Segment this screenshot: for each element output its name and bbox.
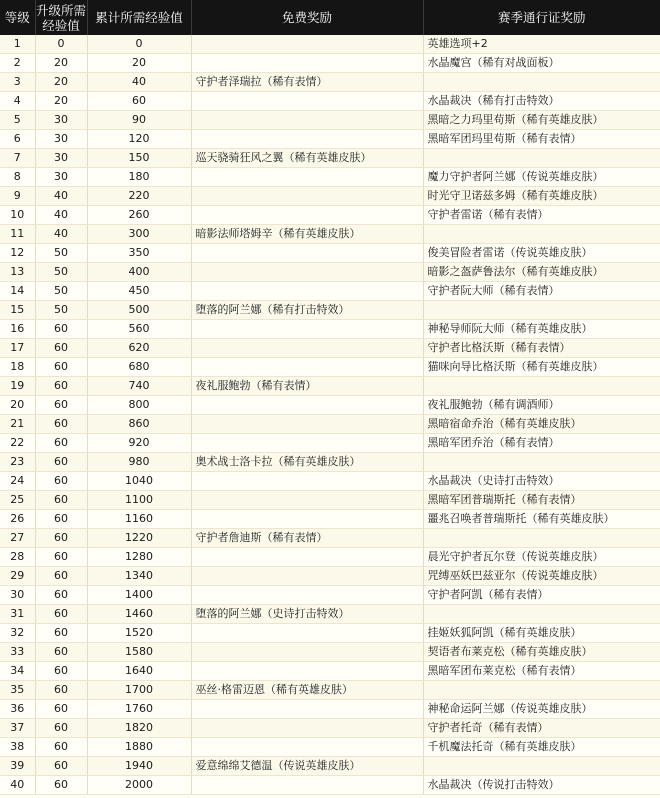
level-cell: 10: [0, 206, 35, 225]
table-row: [0, 700, 660, 719]
pass-reward-cell: 契语者布莱克松（稀有英雄皮肤）: [423, 643, 660, 662]
upgrade-xp-cell: 60: [35, 605, 87, 624]
free-reward-cell: [191, 92, 423, 111]
total-xp-cell: 1820: [87, 719, 191, 738]
level-cell: 31: [0, 605, 35, 624]
level-cell: 37: [0, 719, 35, 738]
total-xp-cell: 1460: [87, 605, 191, 624]
upgrade-xp-cell: 40: [35, 206, 87, 225]
level-cell: 40: [0, 776, 35, 795]
pass-reward-cell: [423, 757, 660, 776]
table-row: [0, 719, 660, 738]
total-xp-cell: 180: [87, 168, 191, 187]
table-row: [0, 320, 660, 339]
table-row: [0, 35, 660, 54]
free-reward-cell: [191, 130, 423, 149]
free-reward-cell: [191, 738, 423, 757]
level-cell: 21: [0, 415, 35, 434]
total-xp-cell: 500: [87, 301, 191, 320]
pass-reward-cell: 黑暗之力玛里苟斯（稀有英雄皮肤）: [423, 111, 660, 130]
free-reward-cell: [191, 339, 423, 358]
pass-reward-cell: [423, 681, 660, 700]
pass-reward-cell: 咒缚巫妖巴兹亚尔（传说英雄皮肤）: [423, 567, 660, 586]
upgrade-xp-cell: 0: [35, 35, 87, 54]
pass-reward-cell: 英雄选项+2: [423, 35, 660, 54]
free-reward-cell: [191, 662, 423, 681]
table-row: [0, 662, 660, 681]
total-xp-cell: 450: [87, 282, 191, 301]
free-reward-cell: 巡天骁骑狂风之翼（稀有英雄皮肤）: [191, 149, 423, 168]
pass-reward-cell: 魔力守护者阿兰娜（传说英雄皮肤）: [423, 168, 660, 187]
pass-reward-cell: 黑暗军团普瑞斯托（稀有表情）: [423, 491, 660, 510]
total-xp-cell: 740: [87, 377, 191, 396]
total-xp-cell: 1640: [87, 662, 191, 681]
level-cell: 38: [0, 738, 35, 757]
total-xp-cell: 90: [87, 111, 191, 130]
table-row: [0, 244, 660, 263]
table-row: [0, 149, 660, 168]
upgrade-xp-cell: 60: [35, 662, 87, 681]
table-row: [0, 339, 660, 358]
free-reward-cell: [191, 624, 423, 643]
free-reward-cell: 巫丝·格雷迈恩（稀有英雄皮肤）: [191, 681, 423, 700]
pass-reward-cell: 黑暗宿命乔治（稀有英雄皮肤）: [423, 415, 660, 434]
upgrade-xp-cell: 40: [35, 225, 87, 244]
upgrade-xp-cell: 60: [35, 491, 87, 510]
level-cell: 30: [0, 586, 35, 605]
pass-reward-cell: 水晶裁决（传说打击特效）: [423, 776, 660, 795]
total-xp-cell: 560: [87, 320, 191, 339]
free-reward-cell: [191, 320, 423, 339]
table-row: [0, 301, 660, 320]
free-reward-cell: 守护者泽瑞拉（稀有表情）: [191, 73, 423, 92]
total-xp-cell: 1760: [87, 700, 191, 719]
upgrade-xp-cell: 60: [35, 339, 87, 358]
level-cell: 11: [0, 225, 35, 244]
total-xp-cell: 1700: [87, 681, 191, 700]
upgrade-xp-cell: 30: [35, 130, 87, 149]
total-xp-cell: 800: [87, 396, 191, 415]
pass-reward-cell: 守护者托奇（稀有表情）: [423, 719, 660, 738]
table-row: [0, 605, 660, 624]
table-row: [0, 586, 660, 605]
pass-reward-cell: 夜礼服鲍勃（稀有调酒师）: [423, 396, 660, 415]
upgrade-xp-cell: 60: [35, 510, 87, 529]
free-reward-cell: [191, 472, 423, 491]
upgrade-xp-cell: 60: [35, 757, 87, 776]
table-row: [0, 73, 660, 92]
total-xp-cell: 260: [87, 206, 191, 225]
level-cell: 39: [0, 757, 35, 776]
free-reward-cell: [191, 567, 423, 586]
pass-reward-cell: 黑暗军团乔治（稀有表情）: [423, 434, 660, 453]
total-xp-cell: 1520: [87, 624, 191, 643]
free-reward-cell: 堕落的阿兰娜（稀有打击特效）: [191, 301, 423, 320]
table-row: [0, 358, 660, 377]
level-cell: 36: [0, 700, 35, 719]
pass-reward-cell: 神秘命运阿兰娜（传说英雄皮肤）: [423, 700, 660, 719]
level-cell: 28: [0, 548, 35, 567]
table-row: [0, 111, 660, 130]
free-reward-cell: [191, 586, 423, 605]
total-xp-cell: 350: [87, 244, 191, 263]
table-row: [0, 168, 660, 187]
pass-reward-cell: [423, 301, 660, 320]
table-row: [0, 624, 660, 643]
total-xp-cell: 400: [87, 263, 191, 282]
level-cell: 22: [0, 434, 35, 453]
free-reward-cell: [191, 35, 423, 54]
pass-reward-cell: [423, 529, 660, 548]
total-xp-cell: 150: [87, 149, 191, 168]
upgrade-xp-cell: 60: [35, 700, 87, 719]
upgrade-xp-cell: 60: [35, 453, 87, 472]
upgrade-xp-cell: 30: [35, 111, 87, 130]
total-xp-cell: 680: [87, 358, 191, 377]
table-row: [0, 206, 660, 225]
level-cell: 14: [0, 282, 35, 301]
header-row: [0, 0, 660, 35]
level-cell: 8: [0, 168, 35, 187]
free-reward-cell: 堕落的阿兰娜（史诗打击特效）: [191, 605, 423, 624]
pass-reward-cell: 水晶裁决（史诗打击特效）: [423, 472, 660, 491]
total-xp-cell: 1940: [87, 757, 191, 776]
level-cell: 9: [0, 187, 35, 206]
free-reward-cell: [191, 548, 423, 567]
pass-reward-cell: 守护者雷诺（稀有表情）: [423, 206, 660, 225]
header-level: 等级: [0, 0, 35, 35]
pass-reward-cell: 时光守卫诺兹多姆（稀有英雄皮肤）: [423, 187, 660, 206]
upgrade-xp-cell: 60: [35, 681, 87, 700]
upgrade-xp-cell: 60: [35, 358, 87, 377]
table-row: [0, 396, 660, 415]
level-cell: 34: [0, 662, 35, 681]
total-xp-cell: 220: [87, 187, 191, 206]
total-xp-cell: 1280: [87, 548, 191, 567]
upgrade-xp-cell: 30: [35, 168, 87, 187]
upgrade-xp-cell: 60: [35, 776, 87, 795]
pass-reward-cell: 黑暗军团布莱克松（稀有表情）: [423, 662, 660, 681]
free-reward-cell: [191, 776, 423, 795]
total-xp-cell: 120: [87, 130, 191, 149]
table-row: [0, 225, 660, 244]
header-total-xp: 累计所需经验值: [87, 0, 191, 35]
level-cell: 35: [0, 681, 35, 700]
upgrade-xp-cell: 60: [35, 472, 87, 491]
total-xp-cell: 920: [87, 434, 191, 453]
total-xp-cell: 980: [87, 453, 191, 472]
level-cell: 13: [0, 263, 35, 282]
upgrade-xp-cell: 50: [35, 244, 87, 263]
upgrade-xp-cell: 50: [35, 301, 87, 320]
upgrade-xp-cell: 60: [35, 529, 87, 548]
total-xp-cell: 60: [87, 92, 191, 111]
upgrade-xp-cell: 20: [35, 54, 87, 73]
free-reward-cell: [191, 700, 423, 719]
free-reward-cell: [191, 491, 423, 510]
level-cell: 33: [0, 643, 35, 662]
total-xp-cell: 1220: [87, 529, 191, 548]
free-reward-cell: [191, 244, 423, 263]
table-row: [0, 757, 660, 776]
level-cell: 26: [0, 510, 35, 529]
upgrade-xp-cell: 40: [35, 187, 87, 206]
pass-reward-cell: 守护者阿凯（稀有表情）: [423, 586, 660, 605]
free-reward-cell: [191, 415, 423, 434]
free-reward-cell: 暗影法师塔姆辛（稀有英雄皮肤）: [191, 225, 423, 244]
upgrade-xp-cell: 20: [35, 73, 87, 92]
pass-reward-cell: 噩兆召唤者普瑞斯托（稀有英雄皮肤）: [423, 510, 660, 529]
pass-reward-cell: 挂姬妖狐阿凯（稀有英雄皮肤）: [423, 624, 660, 643]
table-row: [0, 92, 660, 111]
table-row: [0, 282, 660, 301]
total-xp-cell: 1040: [87, 472, 191, 491]
pass-reward-cell: 俊美冒险者雷诺（传说英雄皮肤）: [423, 244, 660, 263]
total-xp-cell: 1580: [87, 643, 191, 662]
pass-reward-cell: [423, 225, 660, 244]
free-reward-cell: [191, 510, 423, 529]
level-cell: 20: [0, 396, 35, 415]
pass-reward-cell: 晨光守护者瓦尔登（传说英雄皮肤）: [423, 548, 660, 567]
pass-reward-cell: 暗影之盔萨鲁法尔（稀有英雄皮肤）: [423, 263, 660, 282]
total-xp-cell: 300: [87, 225, 191, 244]
table-row: [0, 529, 660, 548]
level-cell: 4: [0, 92, 35, 111]
upgrade-xp-cell: 60: [35, 643, 87, 662]
level-cell: 23: [0, 453, 35, 472]
table-row: [0, 453, 660, 472]
table-row: [0, 263, 660, 282]
header-pass-reward: 赛季通行证奖励: [423, 0, 660, 35]
total-xp-cell: 20: [87, 54, 191, 73]
upgrade-xp-cell: 20: [35, 92, 87, 111]
total-xp-cell: 1100: [87, 491, 191, 510]
level-cell: 16: [0, 320, 35, 339]
header-free-reward: 免费奖励: [191, 0, 423, 35]
free-reward-cell: [191, 206, 423, 225]
upgrade-xp-cell: 60: [35, 719, 87, 738]
table-row: [0, 491, 660, 510]
level-cell: 19: [0, 377, 35, 396]
total-xp-cell: 620: [87, 339, 191, 358]
total-xp-cell: 2000: [87, 776, 191, 795]
total-xp-cell: 1340: [87, 567, 191, 586]
pass-reward-cell: 猫咪向导比格沃斯（稀有英雄皮肤）: [423, 358, 660, 377]
level-cell: 32: [0, 624, 35, 643]
level-cell: 3: [0, 73, 35, 92]
table-header: [0, 0, 660, 35]
free-reward-cell: [191, 719, 423, 738]
level-cell: 25: [0, 491, 35, 510]
level-cell: 12: [0, 244, 35, 263]
level-cell: 29: [0, 567, 35, 586]
table-row: [0, 776, 660, 795]
free-reward-cell: [191, 434, 423, 453]
free-reward-cell: [191, 282, 423, 301]
upgrade-xp-cell: 60: [35, 738, 87, 757]
upgrade-xp-cell: 60: [35, 586, 87, 605]
pass-reward-cell: 黑暗军团玛里苟斯（稀有表情）: [423, 130, 660, 149]
level-cell: 2: [0, 54, 35, 73]
table-row: [0, 643, 660, 662]
level-cell: 17: [0, 339, 35, 358]
level-cell: 7: [0, 149, 35, 168]
pass-reward-cell: 水晶魔宫（稀有对战面板）: [423, 54, 660, 73]
header-upgrade-xp: 升级所需经验值: [35, 0, 87, 35]
level-cell: 15: [0, 301, 35, 320]
table-row: [0, 415, 660, 434]
level-cell: 18: [0, 358, 35, 377]
free-reward-cell: 奥术战士洛卡拉（稀有英雄皮肤）: [191, 453, 423, 472]
free-reward-cell: 爱意绵绵艾德温（传说英雄皮肤）: [191, 757, 423, 776]
pass-reward-cell: [423, 453, 660, 472]
pass-reward-cell: [423, 605, 660, 624]
table-row: [0, 377, 660, 396]
total-xp-cell: 1880: [87, 738, 191, 757]
table-row: [0, 54, 660, 73]
total-xp-cell: 1400: [87, 586, 191, 605]
upgrade-xp-cell: 60: [35, 415, 87, 434]
total-xp-cell: 40: [87, 73, 191, 92]
pass-reward-cell: 守护者比格沃斯（稀有表情）: [423, 339, 660, 358]
table-row: [0, 510, 660, 529]
upgrade-xp-cell: 60: [35, 377, 87, 396]
upgrade-xp-cell: 60: [35, 434, 87, 453]
level-cell: 24: [0, 472, 35, 491]
pass-reward-cell: 守护者阮大师（稀有表情）: [423, 282, 660, 301]
upgrade-xp-cell: 60: [35, 320, 87, 339]
table-row: [0, 681, 660, 700]
total-xp-cell: 860: [87, 415, 191, 434]
level-cell: 5: [0, 111, 35, 130]
upgrade-xp-cell: 60: [35, 548, 87, 567]
free-reward-cell: [191, 187, 423, 206]
free-reward-cell: [191, 263, 423, 282]
upgrade-xp-cell: 50: [35, 282, 87, 301]
total-xp-cell: 0: [87, 35, 191, 54]
table-body: [0, 35, 660, 795]
free-reward-cell: [191, 358, 423, 377]
upgrade-xp-cell: 30: [35, 149, 87, 168]
free-reward-cell: 守护者詹迪斯（稀有表情）: [191, 529, 423, 548]
pass-reward-cell: [423, 149, 660, 168]
level-cell: 27: [0, 529, 35, 548]
total-xp-cell: 1160: [87, 510, 191, 529]
free-reward-cell: [191, 643, 423, 662]
pass-reward-cell: [423, 73, 660, 92]
upgrade-xp-cell: 50: [35, 263, 87, 282]
level-cell: 1: [0, 35, 35, 54]
table-row: [0, 472, 660, 491]
table-row: [0, 548, 660, 567]
free-reward-cell: [191, 54, 423, 73]
level-cell: 6: [0, 130, 35, 149]
pass-reward-cell: 水晶裁决（稀有打击特效）: [423, 92, 660, 111]
upgrade-xp-cell: 60: [35, 624, 87, 643]
table-row: [0, 567, 660, 586]
table-row: [0, 130, 660, 149]
table-row: [0, 738, 660, 757]
free-reward-cell: 夜礼服鲍勃（稀有表情）: [191, 377, 423, 396]
pass-reward-cell: [423, 377, 660, 396]
free-reward-cell: [191, 396, 423, 415]
pass-reward-cell: 神秘导师阮大师（稀有英雄皮肤）: [423, 320, 660, 339]
table-row: [0, 434, 660, 453]
upgrade-xp-cell: 60: [35, 396, 87, 415]
table-row: [0, 187, 660, 206]
free-reward-cell: [191, 111, 423, 130]
pass-reward-cell: 千机魔法托奇（稀有英雄皮肤）: [423, 738, 660, 757]
upgrade-xp-cell: 60: [35, 567, 87, 586]
free-reward-cell: [191, 168, 423, 187]
